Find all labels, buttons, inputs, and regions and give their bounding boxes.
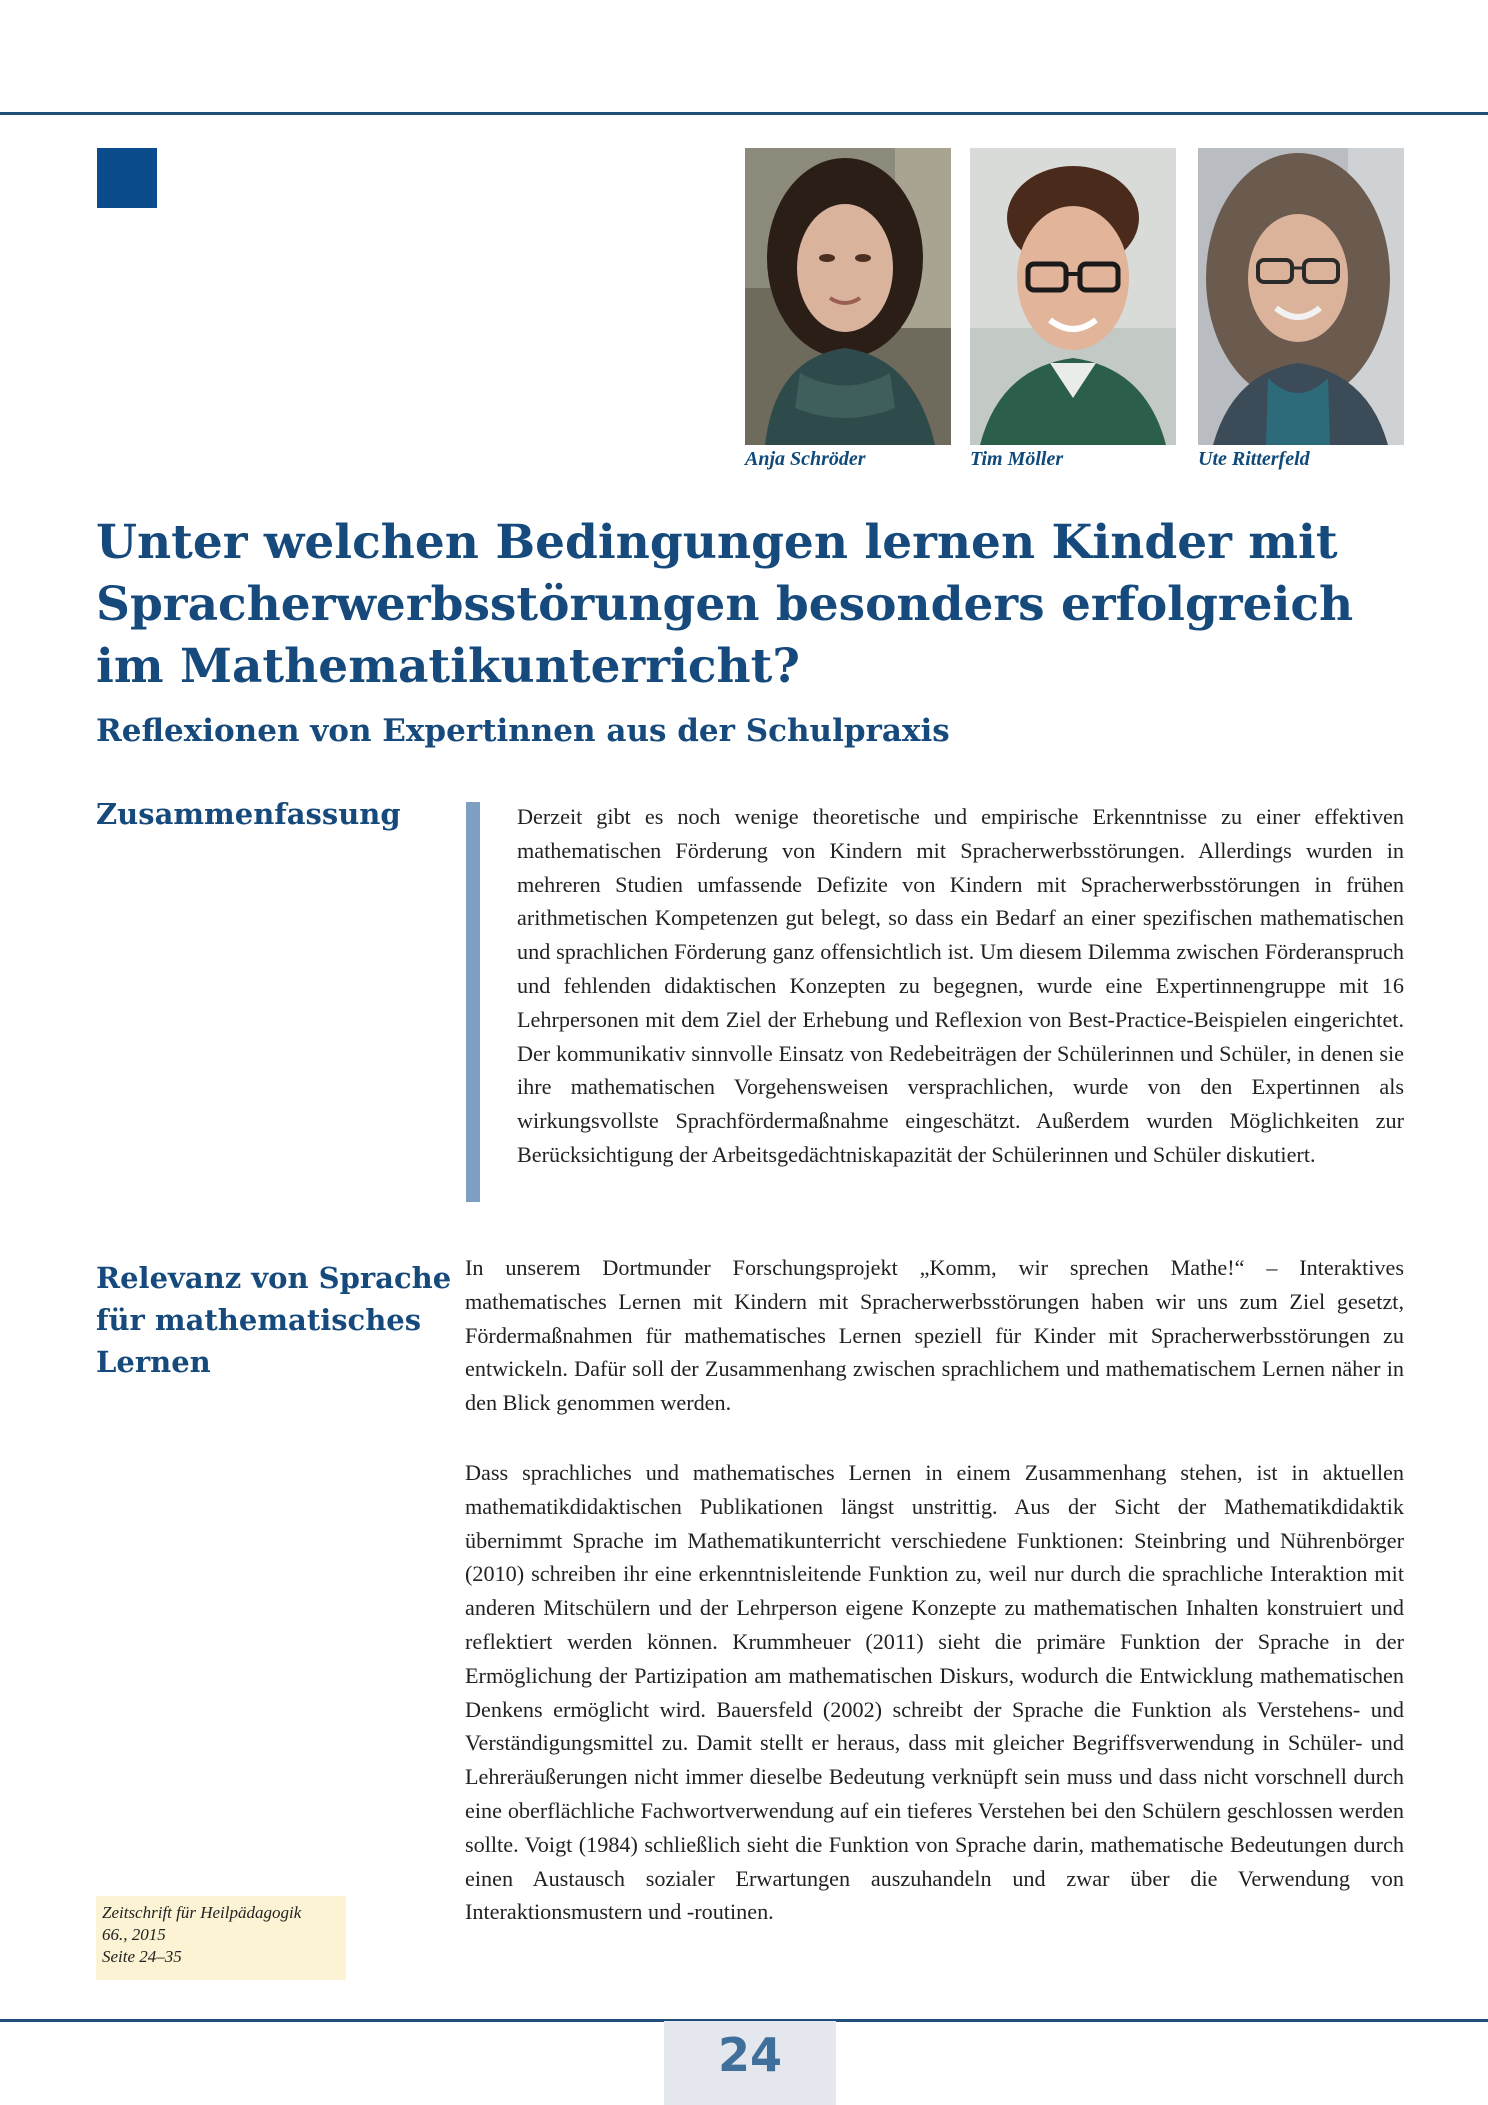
journal-citation-box [96, 1896, 346, 1980]
article-title: Unter welchen Bedingungen lernen Kinder mit Spracherwerbsstörungen besonders erfolgreich im Mathematikunterricht? [96, 515, 1354, 694]
abstract-accent-bar [466, 802, 480, 1202]
author-caption-2: Tim Möller [970, 448, 1064, 470]
body-paragraph-1: In unserem Dortmunder Forschungsprojekt „Komm, wir sprechen Mathe!“ – Interaktives mathematisches Lernen mit Kindern mit Spracherwerbsstörungen haben wir uns zum Ziel gesetzt, Fördermaßnahmen für mathematisches Lernen speziell für Kinder mit Spracherwerbsstörungen zu entwickeln. Dafür soll der Zusammenhang zwischen sprachlichem und mathematischem Lernen näher in den Blick genommen werden. [465, 1255, 1404, 1416]
page-number: 24 [717, 2028, 782, 2082]
body-paragraph-2: Dass sprachliches und mathematisches Lernen in einem Zusammenhang stehen, ist in aktuellen mathematikdidaktischen Publikationen längst unstrittig. Aus der Sicht der Mathematikdidaktik übernimmt Sprache im Mathematikunterricht verschiedene Funktionen: Steinbring und Nührenbörger (2010) schreiben ihr eine erkenntnisleitende Funktion zu, weil nur durch die sprachliche Interaktion mit anderen Mitschülern und der Lehrperson eigene Konzepte zu mathematischen Inhalten konstruiert und reflektiert werden können. Krummheuer (2011) sieht die primäre Funktion der Sprache in der Ermöglichung der Partizipation am mathematischen Diskurs, wodurch die Entwicklung mathematischen Denkens ermöglicht wird. Bauersfeld (2002) schreibt der Sprache die Funktion als Verstehens- und Verständigungsmittel zu. Damit stellt er heraus, dass mit gleicher Begriffsverwendung in Schüler- und Lehreräußerungen nicht immer dieselbe Bedeutung verknüpft sein muss und dass nicht vorschnell durch eine oberflächliche Fachwortverwendung auf ein tieferes Verstehen bei den Schülern geschlossen werden sollte. Voigt (1984) schließlich sieht die Funktion von Sprache darin, mathematische Bedeutungen durch einen Austausch sozialer Erwartungen auszuhandeln und zwar über die Verwendung von Interaktionsmustern und -routinen. [465, 1460, 1404, 1925]
author-caption-3: Ute Ritterfeld [1198, 448, 1310, 470]
journal-pages: Seite 24–35 [102, 1947, 182, 1966]
top-rule [0, 112, 1488, 115]
author-photo-tim-moeller [970, 148, 1176, 445]
section-heading: Relevanz von Sprache für mathematisches Lernen [96, 1261, 452, 1379]
abstract-heading: Zusammenfassung [96, 797, 401, 831]
journal-name: Zeitschrift für Heilpädagogik [102, 1903, 302, 1922]
author-photo-ute-ritterfeld [1198, 148, 1404, 445]
author-photo-anja-schroeder [745, 148, 951, 445]
author-caption-1: Anja Schröder [745, 448, 866, 470]
article-subtitle: Reflexionen von Expertinnen aus der Schulpraxis [96, 713, 950, 749]
section-marker-square [97, 148, 157, 208]
journal-volume: 66., 2015 [102, 1925, 166, 1944]
abstract-text: Derzeit gibt es noch wenige theoretische und empirische Erkenntnisse zu einer effektiven mathematischen Förderung von Kindern mit Spracherwerbsstörungen. Allerdings wurden in mehreren Studien umfassende Defizite von Kindern mit Spracherwerbsstörungen in frühen arithmetischen Kompetenzen gut belegt, so dass ein Bedarf an einer spezifischen mathematischen und sprachlichen Förderung ganz offensichtlich ist. Um diesem Dilemma zwischen Förderanspruch und fehlenden didaktischen Konzepten zu begegnen, wurde eine Expertinnengruppe mit 16 Lehrpersonen mit dem Ziel der Erhebung und Reflexion von Best-Practice-Beispielen eingerichtet. Der kommunikativ sinnvolle Einsatz von Redebeiträgen der Schülerinnen und Schüler, in denen sie ihre mathematischen Vorgehensweisen versprachlichen, wurde von den Expertinnen als wirkungsvollste Sprachfördermaßnahme eingeschätzt. Außerdem wurden Möglichkeiten zur Berücksichtigung der Arbeitsgedächtniskapazität der Schülerinnen und Schüler diskutiert. [517, 804, 1404, 1167]
